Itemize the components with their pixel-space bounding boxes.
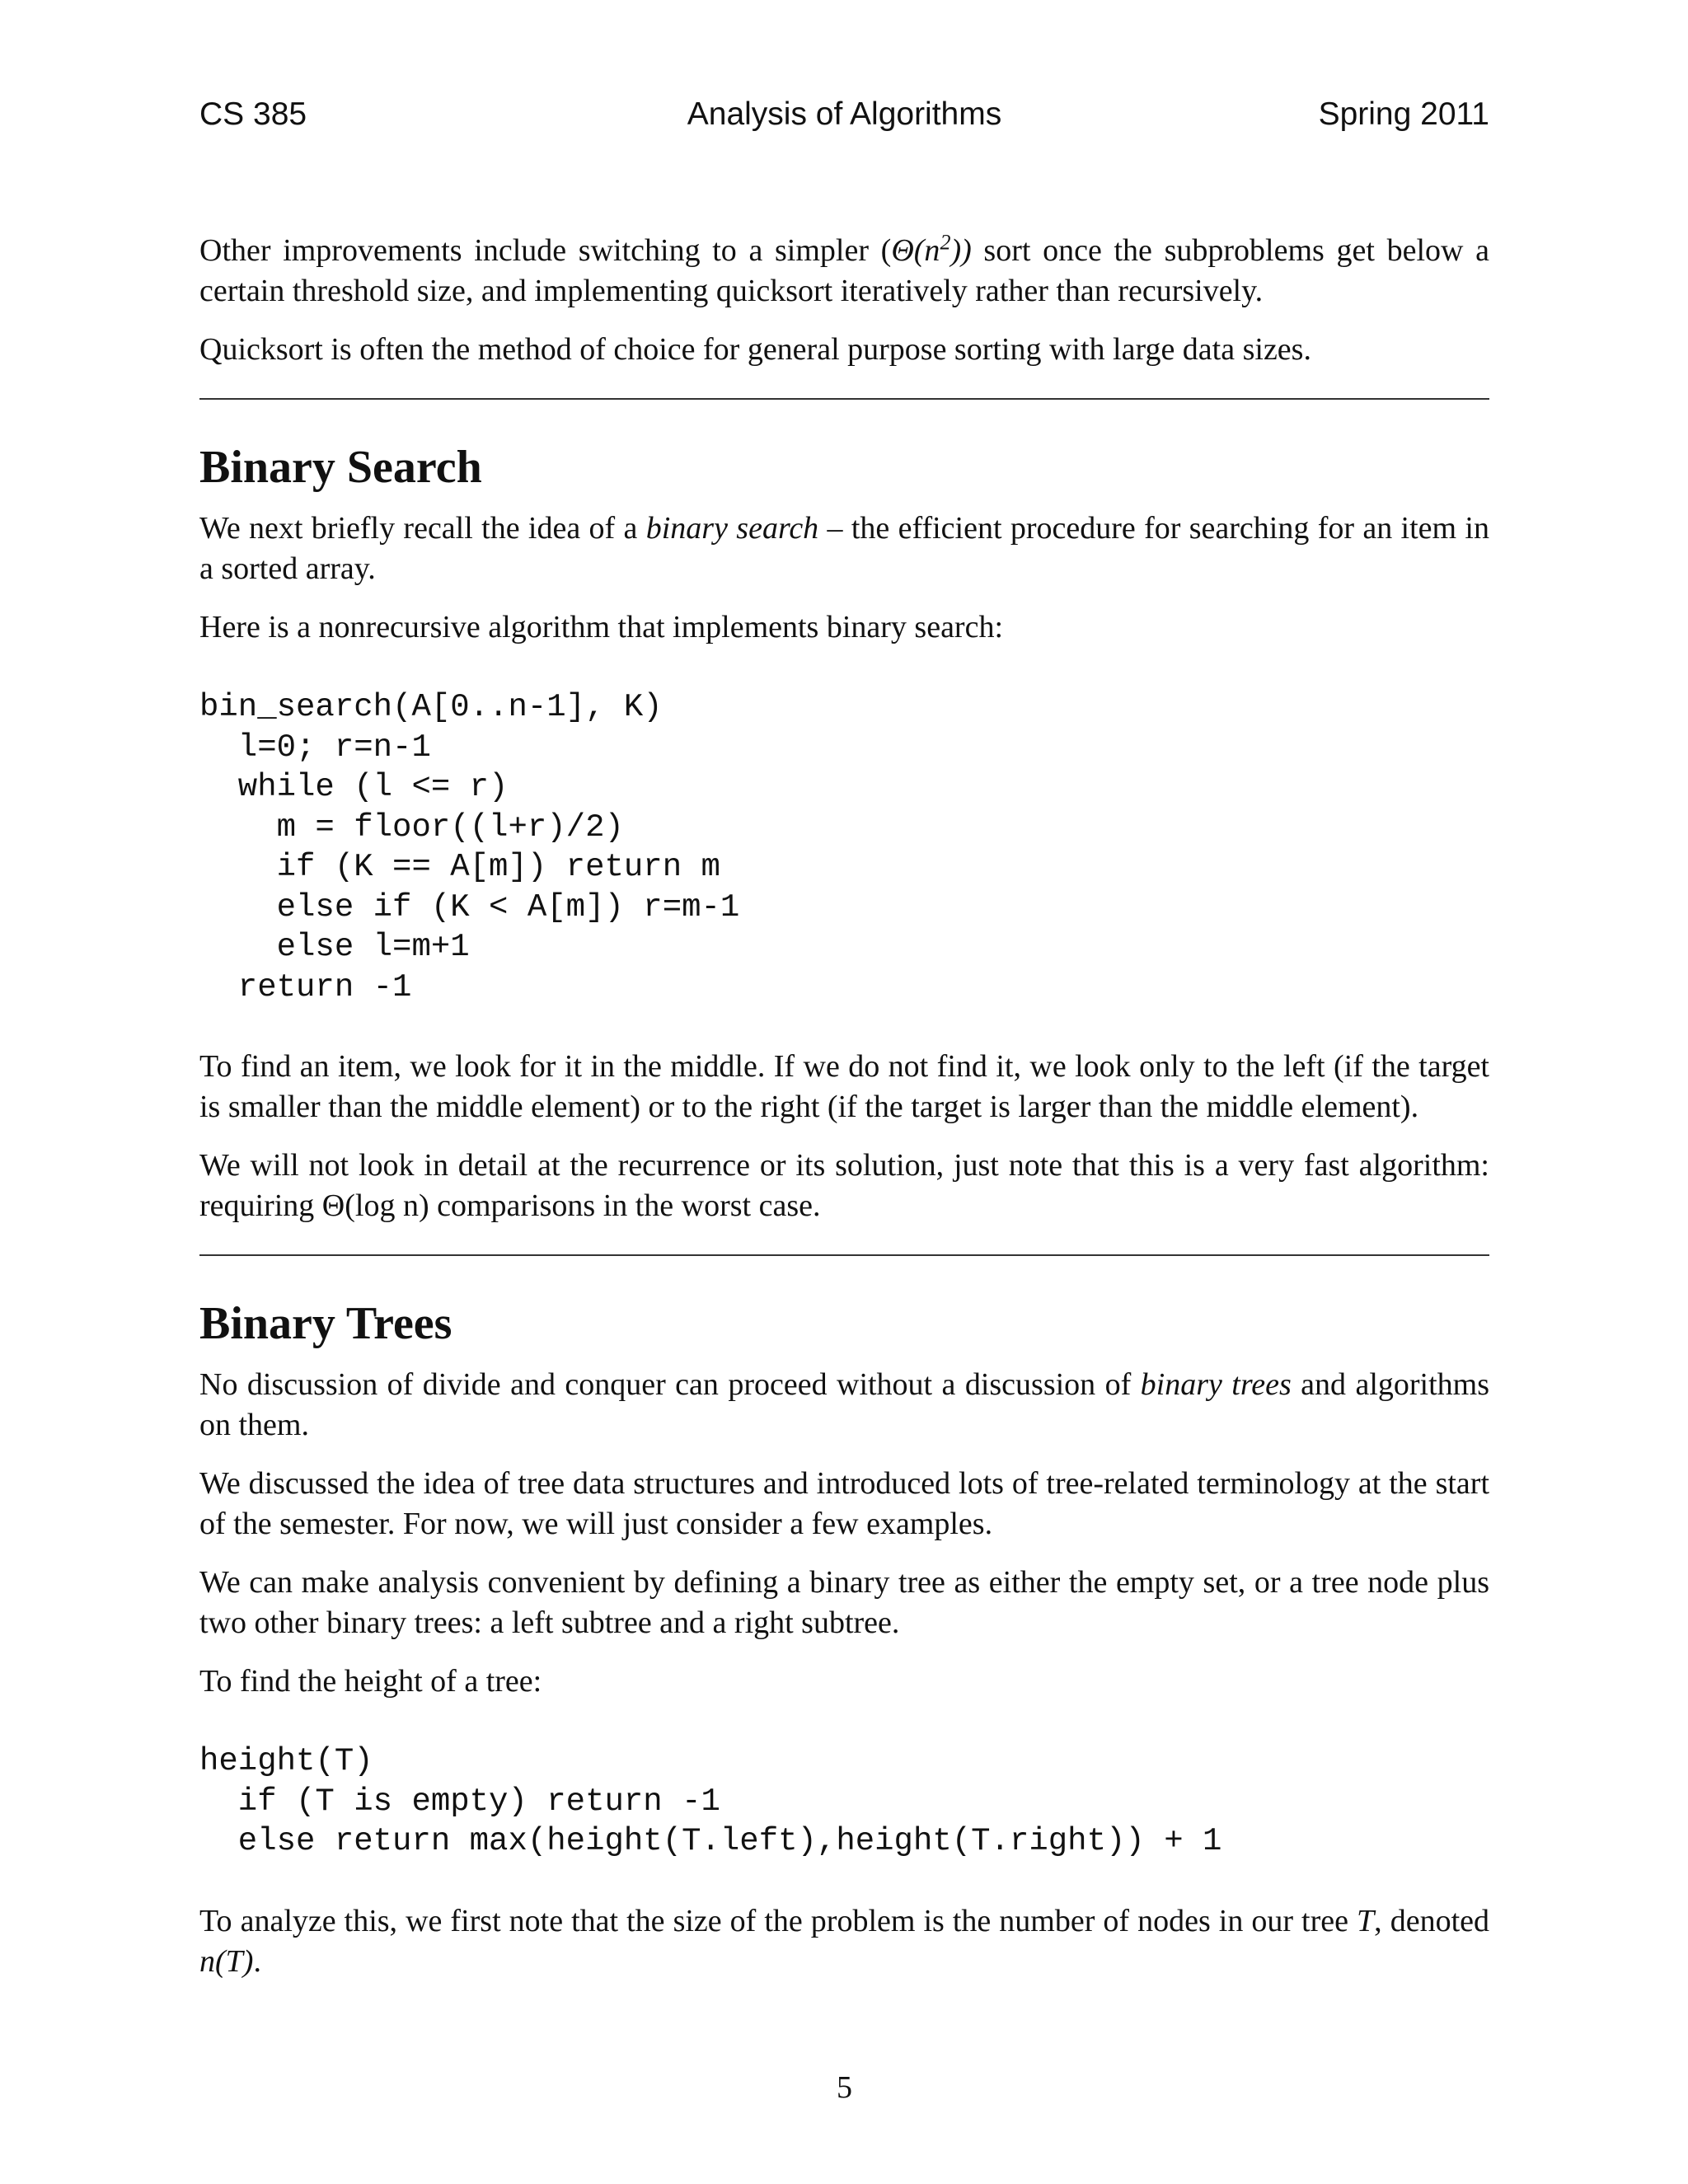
math-n-of-T: n(T) — [199, 1943, 254, 1979]
binary-trees-paragraph-2: We discussed the idea of tree data structures and introduced lots of tree-related terminology at the start of the semester. For now, we will just consider a few examples. — [199, 1466, 1489, 1541]
page-header — [199, 92, 1489, 137]
header-course: CS 385 — [199, 96, 307, 132]
binary-trees-term: binary trees — [1140, 1367, 1292, 1402]
code-block-height: height(T) if (T is empty) return -1 else return max(height(T.left),height(T.right)) + 1 — [199, 1743, 1222, 1859]
section-divider — [199, 1254, 1489, 1256]
intro-paragraph-2: Quicksort is often the method of choice for general purpose sorting with large data sizes. — [199, 332, 1311, 367]
binary-trees-paragraph-1: No discussion of divide and conquer can proceed without a discussion of binary trees and algorithms on them. — [199, 1367, 1489, 1442]
binary-search-paragraph-3: To find an item, we look for it in the middle. If we do not find it, we look only to the left (if the target is smaller than the middle element) or to the right (if the target is larger than the middle element). — [199, 1049, 1489, 1124]
page-content — [199, 231, 1489, 2000]
intro-paragraph-1: Other improvements include switching to a simpler $(\Theta(n^2))$ sort once the subproblems get below a certain threshold size, and implementing quicksort iteratively rather than recursively. — [199, 230, 1489, 308]
binary-search-paragraph-4: We will not look in detail at the recurrence or its solution, just note that this is a very fast algorithm: requiring Θ(log n) comparisons in the worst case. — [199, 1148, 1489, 1223]
binary-trees-paragraph-5: To analyze this, we first note that the size of the problem is the number of nodes in our tree T, denoted n(T). — [199, 1903, 1489, 1979]
binary-trees-paragraph-3: We can make analysis convenient by defining a binary tree as either the empty set, or a tree node plus two other binary trees: a left subtree and a right subtree. — [199, 1565, 1489, 1640]
header-term: Spring 2011 — [1318, 96, 1489, 132]
math-theta-log-n: Θ(log n) — [321, 1188, 429, 1223]
binary-search-paragraph-1: We next briefly recall the idea of a binary search – the efficient procedure for searching for an item in a sorted array. — [199, 511, 1489, 586]
math-theta-n2: $\Theta(n^2)$) — [891, 230, 972, 268]
binary-search-term: binary search — [645, 511, 819, 546]
section-heading-binary-trees: Binary Trees — [199, 1298, 452, 1349]
section-divider — [199, 398, 1489, 400]
page-number: 5 — [837, 2070, 852, 2105]
binary-trees-paragraph-4: To find the height of a tree: — [199, 1664, 542, 1699]
section-heading-binary-search: Binary Search — [199, 442, 482, 493]
code-block-bin-search: bin_search(A[0..n-1], K) l=0; r=n-1 while (l <= r) m = floor((l+r)/2) if (K == A[m]) return m else if (K < A[m]) r=m-1 else l=m+1 return -1 — [199, 689, 740, 1005]
binary-search-paragraph-2: Here is a nonrecursive algorithm that implements binary search: — [199, 610, 1004, 644]
math-T: T — [1357, 1903, 1375, 1938]
header-title: Analysis of Algorithms — [687, 96, 1002, 132]
